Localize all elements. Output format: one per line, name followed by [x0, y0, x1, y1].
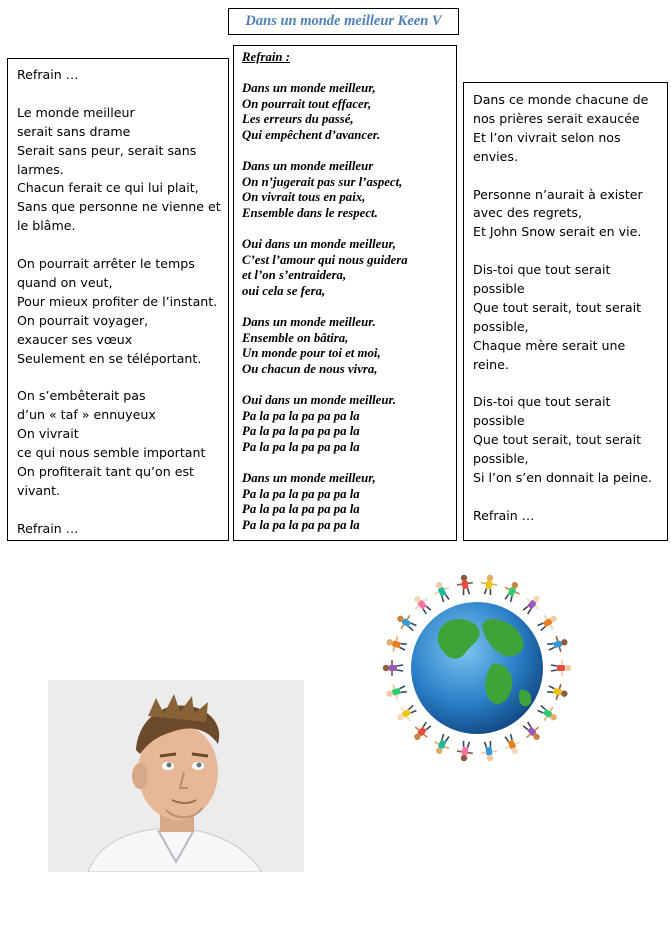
lyric-line: Que tout serait, tout serait: [473, 432, 642, 448]
lyric-line: On pourrait arrêter le temps: [17, 256, 195, 272]
left-verse-column: [7, 58, 229, 541]
stanza-gap: [17, 501, 220, 520]
lyric-line: reine.: [473, 356, 509, 372]
lyric-line: On vivrait: [17, 426, 79, 442]
refrain-line: Les erreurs du passé,: [242, 112, 354, 127]
refrain-line: Pa la pa la pa pa pa la: [242, 486, 360, 501]
stanza-gap: [473, 375, 661, 394]
refrain-line: On pourrait tout effacer,: [242, 96, 372, 111]
refrain-line: Dans un monde meilleur,: [242, 471, 376, 486]
child-figure: [431, 732, 454, 757]
stanza-gap: [17, 85, 220, 104]
lyric-line: Et John Snow serait en vie.: [473, 224, 642, 240]
lyric-line: possible: [473, 281, 525, 297]
lyric-line: Et l’on vivrait selon nos: [473, 129, 621, 145]
stanza-gap: [242, 222, 450, 238]
stanza-gap: [242, 66, 450, 82]
child-figure: [480, 740, 499, 762]
lyric-line: Pour mieux profiter de l’instant.: [17, 293, 218, 309]
refrain-line: C’est l’amour qui nous guidera: [242, 252, 408, 267]
child-figure: [519, 592, 544, 618]
stanza-gap: [473, 167, 661, 186]
refrain-line: Ou chacun de nous vivra,: [242, 361, 378, 376]
refrain-line: Oui dans un monde meilleur.: [242, 393, 396, 408]
lyric-line: Dis-toi que tout serait: [473, 262, 611, 278]
lyric-line: ce qui nous semble important: [17, 445, 206, 461]
refrain-line: Un monde pour toi et moi,: [242, 346, 381, 361]
lyric-line: vivant.: [17, 482, 61, 498]
child-figure: [535, 701, 561, 725]
refrain-line: Oui dans un monde meilleur,: [242, 237, 396, 252]
child-figure: [501, 579, 524, 604]
lyric-line: Chacun ferait ce qui lui plait,: [17, 180, 199, 196]
refrain-heading: Refrain :: [242, 50, 290, 64]
lyric-line: Refrain …: [473, 507, 535, 523]
lyric-line: larmes.: [17, 161, 64, 177]
stanza-gap: [17, 368, 220, 387]
lyric-line: Personne n’aurait à exister: [473, 186, 643, 202]
refrain-line: Dans un monde meilleur: [242, 159, 374, 174]
globe-ocean: [411, 602, 543, 734]
lyric-line: nos prières serait exaucée: [473, 110, 640, 126]
refrain-line: Pa la pa la pa pa pa la: [242, 517, 360, 532]
child-figure: [535, 610, 561, 634]
globe-children-illustration: [382, 572, 572, 764]
lyric-line: le blâme.: [17, 218, 76, 234]
stanza-gap: [473, 488, 661, 507]
child-figure: [393, 701, 419, 725]
lyric-line: Dis-toi que tout serait: [473, 394, 611, 410]
refrain-line: et l’on s’entraidera,: [242, 268, 347, 283]
lyric-line: Le monde meilleur: [17, 104, 135, 120]
singer-photo: [48, 680, 304, 872]
refrain-line: oui cela se fera,: [242, 283, 326, 298]
song-title: Dans un monde meilleur Keen V: [228, 8, 459, 35]
child-figure: [393, 610, 419, 634]
child-figure: [546, 681, 570, 702]
child-figure: [431, 579, 454, 604]
stanza-gap: [473, 242, 661, 261]
right-verse-column: [463, 82, 668, 541]
lyric-line: exaucer ses vœux: [17, 331, 133, 347]
refrain-line: On n’jugerait pas sur l’aspect,: [242, 174, 403, 189]
refrain-line: Dans un monde meilleur.: [242, 315, 376, 330]
refrain-line: Ensemble on bâtira,: [242, 330, 349, 345]
lyric-line: possible: [473, 413, 525, 429]
refrain-line: Pa la pa la pa pa pa la: [242, 424, 360, 439]
stanza-gap: [242, 144, 450, 160]
lyric-line: avec des regrets,: [473, 205, 582, 221]
lyric-line: quand on veut,: [17, 274, 113, 290]
child-figure: [384, 634, 408, 655]
child-figure: [383, 660, 403, 676]
child-figure: [501, 732, 524, 757]
lyric-line: possible,: [473, 451, 529, 467]
lyric-line: Dans ce monde chacune de: [473, 92, 649, 107]
lyric-line: possible,: [473, 318, 529, 334]
child-figure: [480, 574, 499, 596]
child-figure: [409, 592, 434, 618]
refrain-line: Dans un monde meilleur,: [242, 81, 376, 96]
lyric-line: envies.: [473, 148, 518, 164]
refrain-line: Pa la pa la pa pa pa la: [242, 439, 360, 454]
child-figure: [456, 740, 475, 762]
refrain-line: On vivrait tous en paix,: [242, 190, 366, 205]
lyric-line: Si l’on s’en donnait la peine.: [473, 470, 652, 486]
refrain-line: Qui empêchent d’avancer.: [242, 127, 381, 142]
refrain-line: Pa la pa la pa pa pa la: [242, 408, 360, 423]
stanza-gap: [17, 236, 220, 255]
child-figure: [551, 660, 571, 676]
lyric-line: Que tout serait, tout serait: [473, 299, 642, 315]
lyric-line: Seulement en se téléportant.: [17, 350, 202, 366]
lyric-line: Refrain …: [17, 67, 79, 82]
lyric-line: Serait sans peur, serait sans: [17, 142, 197, 158]
stanza-gap: [242, 300, 450, 316]
stanza-gap: [242, 377, 450, 393]
refrain-column: [233, 45, 457, 541]
lyric-line: On profiterait tant qu’on est: [17, 463, 194, 479]
lyric-line: On s’embêterait pas: [17, 388, 146, 404]
refrain-line: Pa la pa la pa pa pa la: [242, 502, 360, 517]
refrain-line: Ensemble dans le respect.: [242, 205, 378, 220]
lyric-line: Chaque mère serait une: [473, 337, 626, 353]
child-figure: [409, 719, 434, 745]
child-figure: [456, 574, 475, 596]
child-figure: [384, 681, 408, 702]
stanza-gap: [242, 455, 450, 471]
lyric-line: d’un « taf » ennuyeux: [17, 407, 156, 423]
child-figure: [546, 634, 570, 655]
lyric-line: Refrain …: [17, 520, 79, 536]
lyric-line: Sans que personne ne vienne et: [17, 199, 221, 215]
lyric-line: On pourrait voyager,: [17, 312, 149, 328]
lyric-line: serait sans drame: [17, 123, 131, 139]
child-figure: [519, 719, 544, 745]
